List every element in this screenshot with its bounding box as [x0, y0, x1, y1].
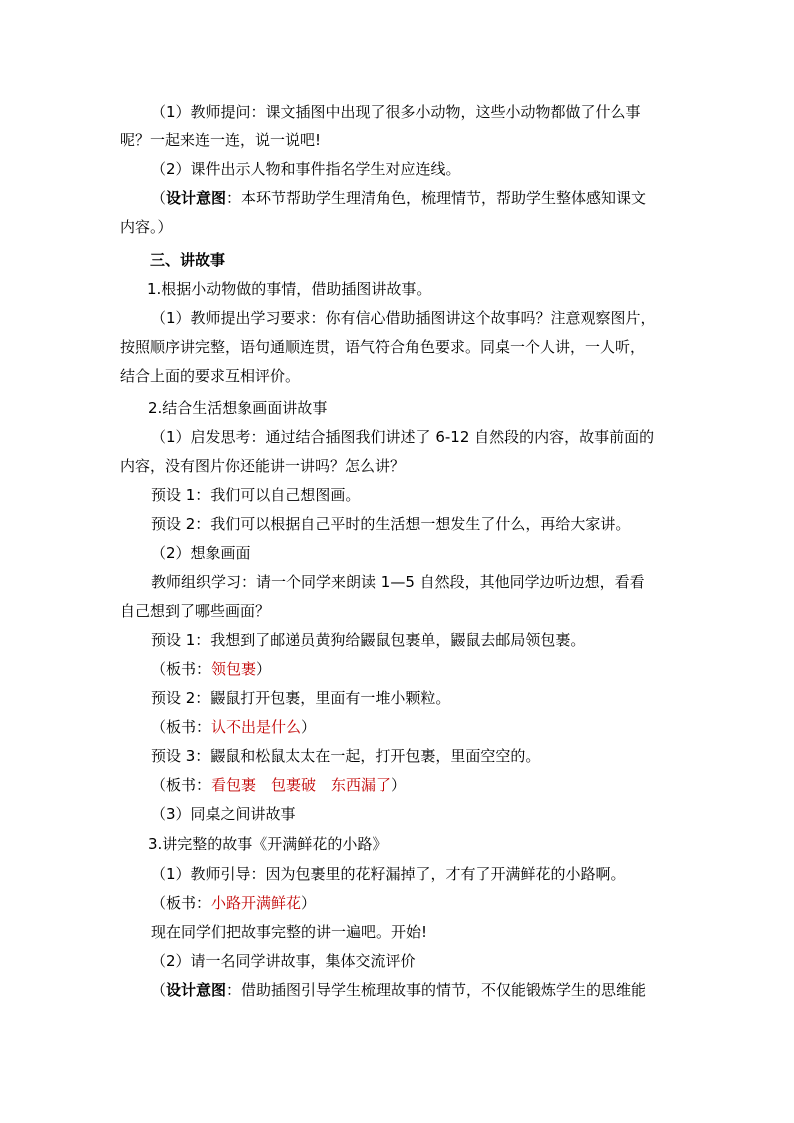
teacher-guide: （1）教师引导：因为包裹里的花籽漏掉了，才有了开满鲜花的小路啊。 [151, 865, 626, 883]
paragraph-1-line-1: （1）教师提问：课文插图中出现了很多小动物，这些小动物都做了什么事 [151, 103, 641, 121]
preset-4: 预设 2：鼹鼠打开包裹，里面有一堆小颗粒。 [151, 689, 451, 707]
board-note-prefix: （板书： [151, 718, 212, 736]
student-tells-story: （2）请一名同学讲故事，集体交流评价 [151, 952, 416, 970]
step-3-heading: 3.讲完整的故事《开满鲜花的小路》 [148, 835, 388, 853]
board-note-2 [151, 717, 684, 737]
design-intent-1-line-2: 内容。） [120, 218, 173, 236]
design-intent-label: 设计意图 [166, 981, 227, 999]
preset-2: 预设 2：我们可以根据自己平时的生活想一想发生了什么，再给大家讲。 [151, 515, 631, 533]
paragraph-6-line-1: （1）教师提出学习要求：你有信心借助插图讲这个故事吗？注意观察图片， [151, 309, 656, 327]
board-note-1 [151, 659, 684, 679]
board-note-suffix: ） [301, 718, 317, 736]
section-heading-tell-story: 三、讲故事 [150, 251, 226, 269]
design-intent-text: ：借助插图引导学生梳理故事的情节，不仅能锻炼学生的思维能 [226, 981, 647, 999]
paragraph-6-line-2: 按照顺序讲完整，语句通顺连贯，语气符合角色要求。同桌一个人讲，一人听， [120, 338, 646, 356]
board-note-text: 领包裹 [211, 660, 257, 678]
preset-3: 预设 1：我想到了邮递员黄狗给鼹鼠包裹单，鼹鼠去邮局领包裹。 [151, 631, 586, 649]
board-note-suffix: ） [256, 660, 272, 678]
paragraph-2: （2）课件出示人物和事件指名学生对应连线。 [151, 160, 461, 178]
paragraph-6-line-3: 结合上面的要求互相评价。 [120, 367, 301, 385]
preset-5: 预设 3：鼹鼠和松鼠太太在一起，打开包裹，里面空空的。 [151, 747, 541, 765]
step-1-heading: 1.根据小动物做的事情，借助插图讲故事。 [147, 280, 432, 298]
paragraph-8-line-1: （1）启发思考：通过结合插图我们讲述了 6-12 自然段的内容，故事前面的 [151, 428, 655, 446]
design-intent-2 [151, 980, 684, 1000]
board-note-3 [151, 775, 684, 795]
paragraph-8-line-2: 内容，没有图片你还能讲一讲吗？怎么讲？ [120, 457, 406, 475]
board-note-prefix: （板书： [151, 660, 212, 678]
imagine-heading: （2）想象画面 [151, 544, 251, 562]
board-note-suffix: ） [301, 894, 317, 912]
board-note-text: 认不出是什么 [211, 718, 302, 736]
paragraph-1-line-2: 呢？一起来连一连，说一说吧! [120, 131, 322, 149]
pair-storytelling: （3）同桌之间讲故事 [151, 805, 296, 823]
design-intent-label: 设计意图 [166, 189, 227, 207]
board-note-4 [151, 893, 684, 913]
board-note-text: 小路开满鲜花 [211, 894, 302, 912]
board-note-prefix: （板书： [151, 776, 212, 794]
preset-1: 预设 1：我们可以自己想图画。 [151, 486, 361, 504]
design-intent-text: ：本环节帮助学生理清角色，梳理情节，帮助学生整体感知课文 [226, 189, 647, 207]
board-note-suffix: ） [391, 776, 407, 794]
paragraph-12-line-1: 教师组织学习：请一个同学来朗读 1—5 自然段，其他同学边听边想，看看 [151, 573, 645, 591]
board-note-text: 看包裹 包裹破 东西漏了 [211, 776, 392, 794]
paragraph-12-line-2: 自己想到了哪些画面？ [120, 602, 271, 620]
step-2-heading: 2.结合生活想象画面讲故事 [148, 399, 328, 417]
design-intent-1-line-1 [151, 188, 684, 208]
open-paren: （ [151, 189, 167, 207]
open-paren: （ [151, 981, 167, 999]
board-note-prefix: （板书： [151, 894, 212, 912]
retell-prompt: 现在同学们把故事完整的讲一遍吧。开始! [151, 923, 428, 941]
